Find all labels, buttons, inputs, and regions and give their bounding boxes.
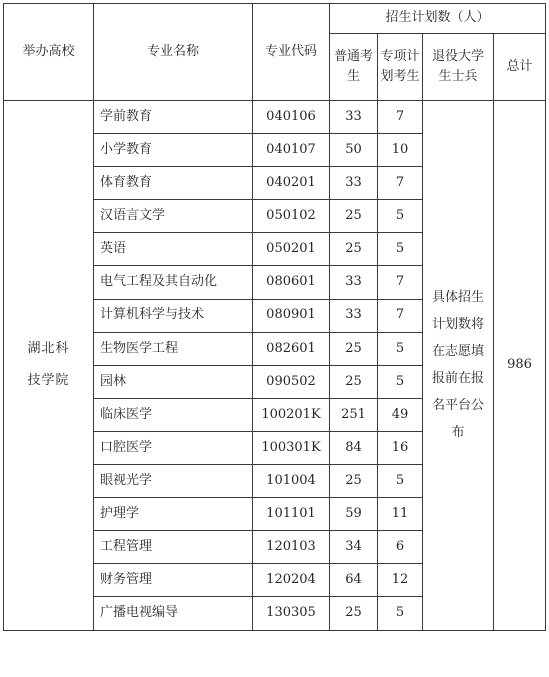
- special-count-cell: 49: [378, 398, 423, 431]
- major-name-cell: 口腔医学: [94, 431, 253, 464]
- school-column-header: 举办高校: [4, 4, 94, 101]
- special-count-cell: 7: [378, 299, 423, 332]
- regular-count-cell: 34: [330, 531, 378, 564]
- major-code-cell: 080601: [253, 266, 330, 299]
- major-name-cell: 计算机科学与技术: [94, 299, 253, 332]
- enrollment-plan-table: [3, 3, 546, 631]
- major-name-cell: 学前教育: [94, 101, 253, 134]
- special-count-cell: 5: [378, 365, 423, 398]
- special-count-cell: 5: [378, 233, 423, 266]
- special-count-cell: 7: [378, 266, 423, 299]
- regular-count-cell: 251: [330, 398, 378, 431]
- major-code-cell: 040106: [253, 101, 330, 134]
- veteran-plan-note: 具体招生计划数将在志愿填报前在报名平台公布: [431, 290, 484, 441]
- major-code-cell: 101004: [253, 465, 330, 498]
- special-count-cell: 5: [378, 465, 423, 498]
- special-count-cell: 16: [378, 431, 423, 464]
- total-count-cell: 986: [494, 101, 546, 631]
- special-count-cell: 5: [378, 597, 423, 630]
- header-row-top: [4, 4, 546, 34]
- regular-count-cell: 33: [330, 299, 378, 332]
- regular-count-cell: 33: [330, 266, 378, 299]
- plan-count-group-header: 招生计划数（人）: [330, 4, 546, 34]
- major-code-cell: 040107: [253, 134, 330, 167]
- major-code-column-header: 专业代码: [253, 4, 330, 101]
- major-name-cell: 眼视光学: [94, 465, 253, 498]
- major-name-cell: 体育教育: [94, 167, 253, 200]
- veteran-plan-note-cell: [423, 101, 494, 631]
- major-name-cell: 汉语言文学: [94, 200, 253, 233]
- major-name-cell: 护理学: [94, 498, 253, 531]
- major-code-cell: 082601: [253, 332, 330, 365]
- special-count-cell: 12: [378, 564, 423, 597]
- special-count-cell: 7: [378, 101, 423, 134]
- major-code-cell: 100301K: [253, 431, 330, 464]
- major-code-cell: 080901: [253, 299, 330, 332]
- regular-count-cell: 33: [330, 101, 378, 134]
- special-count-cell: 6: [378, 531, 423, 564]
- table-row: [4, 101, 546, 134]
- major-code-cell: 100201K: [253, 398, 330, 431]
- regular-count-cell: 50: [330, 134, 378, 167]
- school-name-cell: [4, 101, 94, 631]
- regular-count-cell: 64: [330, 564, 378, 597]
- major-name-cell: 财务管理: [94, 564, 253, 597]
- major-code-cell: 120103: [253, 531, 330, 564]
- special-count-cell: 5: [378, 200, 423, 233]
- major-name-cell: 临床医学: [94, 398, 253, 431]
- major-code-cell: 090502: [253, 365, 330, 398]
- major-name-cell: 电气工程及其自动化: [94, 266, 253, 299]
- regular-count-cell: 84: [330, 431, 378, 464]
- special-count-cell: 11: [378, 498, 423, 531]
- special-plan-candidates-header: 专项计划考生: [378, 34, 423, 101]
- veteran-students-header: 退役大学生士兵: [423, 34, 494, 101]
- major-name-cell: 生物医学工程: [94, 332, 253, 365]
- enrollment-plan-document: [3, 3, 545, 672]
- regular-count-cell: 25: [330, 233, 378, 266]
- major-code-cell: 040201: [253, 167, 330, 200]
- regular-count-cell: 33: [330, 167, 378, 200]
- school-name: 湖北科技学院: [27, 341, 70, 389]
- major-name-cell: 小学教育: [94, 134, 253, 167]
- major-name-cell: 园林: [94, 365, 253, 398]
- special-count-cell: 7: [378, 167, 423, 200]
- regular-count-cell: 25: [330, 365, 378, 398]
- total-column-header: 总计: [494, 34, 546, 101]
- major-code-cell: 050102: [253, 200, 330, 233]
- regular-count-cell: 25: [330, 465, 378, 498]
- regular-count-cell: 25: [330, 200, 378, 233]
- special-count-cell: 5: [378, 332, 423, 365]
- major-code-cell: 101101: [253, 498, 330, 531]
- major-name-column-header: 专业名称: [94, 4, 253, 101]
- major-name-cell: 工程管理: [94, 531, 253, 564]
- major-name-cell: 英语: [94, 233, 253, 266]
- regular-candidates-header: 普通考生: [330, 34, 378, 101]
- major-code-cell: 050201: [253, 233, 330, 266]
- special-count-cell: 10: [378, 134, 423, 167]
- major-name-cell: 广播电视编导: [94, 597, 253, 630]
- regular-count-cell: 25: [330, 597, 378, 630]
- major-code-cell: 130305: [253, 597, 330, 630]
- major-code-cell: 120204: [253, 564, 330, 597]
- regular-count-cell: 59: [330, 498, 378, 531]
- regular-count-cell: 25: [330, 332, 378, 365]
